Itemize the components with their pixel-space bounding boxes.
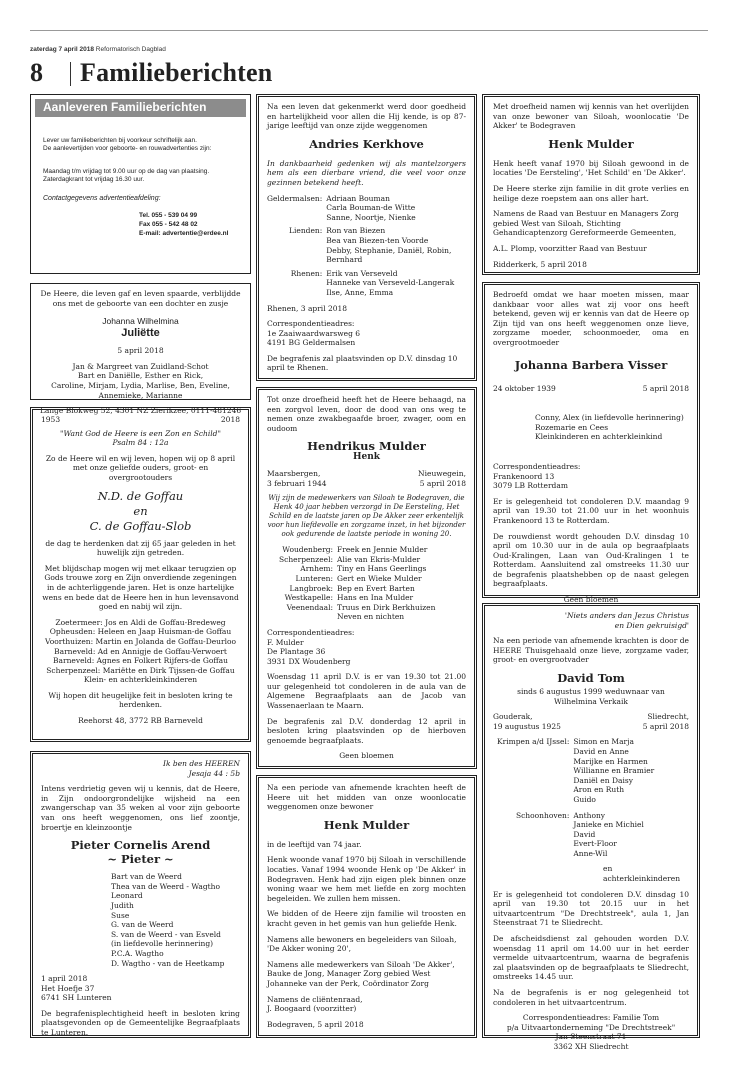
hmulder1-name: Hendrikus Mulder	[307, 439, 426, 454]
tom-funeral: Na de begrafenis is er nog gelegenheid tot condoleren in het uitvaartcentrum.	[493, 988, 689, 1007]
hmulder1-place: Lunteren:	[295, 573, 334, 583]
tom-verse-1: 'Niets anders dan Jezus Christus	[564, 611, 689, 620]
tom-grandchildren: en achterkleinkinderen	[603, 864, 681, 884]
death-notice-henk-mulder-siloah	[482, 94, 700, 275]
hmulder3-paragraph-4: A.L. Plomp, voorzitter Raad van Bestuur	[493, 243, 647, 253]
hmulder1-condole: Woensdag 11 april D.V. is er van 19.30 tot 21.00 uur gelegenheid tot condoleren in de aula van de Algemene Begraafplaats aan de Jacob van Wassenaerlaan te Maarn.	[267, 672, 466, 711]
visser-condole: Er is gelegenheid tot condoleren D.V. maandag 9 april van 19.30 tot 21.00 uur in het woonhuis Frankenoord 13 te Rotterdam.	[493, 496, 689, 525]
tom-intro: Na een periode van afnemende krachten is door de HEERE Thuisgehaald onze lieve, zorgzame vader, groot- en overgrootvader	[493, 636, 689, 665]
hmulder1-names: Tiny en Hans Geerlings	[337, 564, 427, 574]
page-title: Familieberichten	[80, 58, 273, 87]
juliette-name: Juliëtte	[121, 327, 160, 340]
kerkhove-date: Rhenen, 3 april 2018	[267, 303, 348, 313]
tom-name: David Tom	[557, 670, 625, 685]
hmulder2-paragraph-4: Namens alle medewerkers van Siloah 'De Akker', Bauke de Jong, Manager Zorg gebied West Johanneke van der Perk, Coördinator Zorg	[267, 959, 455, 988]
hmulder1-names: Gert en Wieke Mulder	[337, 573, 422, 583]
hmulder1-funeral: De begrafenis zal D.V. donderdag 12 april in besloten kring plaatsvinden op de hierboven genoemde begraafplaats.	[267, 716, 466, 745]
header-rule	[30, 30, 708, 31]
header-separator	[70, 62, 71, 86]
hmulder1-born-date: 3 februari 1944	[267, 478, 327, 488]
visser-died: 5 april 2018	[642, 383, 689, 393]
arend-name: Pieter Cornelis Arend	[70, 838, 211, 853]
header-paper: Reformatorisch Dagblad	[95, 46, 166, 53]
tom-since: sinds 6 augustus 1999 weduwnaar van Wilhelmina Verkaik	[517, 686, 665, 706]
hmulder1-names: Truus en Dirk Berkhuizen Neven en nichten	[337, 602, 436, 622]
tom-verse-2: en Dien gekruisigd'	[614, 620, 689, 630]
kerkhove-intro: Na een leven dat gekenmerkt werd door goedheid en hartelijkheid voor allen die Hij kende, is op 87-jarige leeftijd van onze zijde weggenomen	[267, 102, 466, 131]
hmulder1-memory: Wij zijn de medewerkers van Siloah te Bodegraven, die Henk 40 jaar hebben verzorgd in De Eersteling, Het Schild en de laatste jaren op De Akker zeer erkentelijk voor hun liefdevolle en zorgzame inzet, in het bijzonder ook gedurende de laatste periode in woning 20.	[267, 494, 466, 539]
tom-service: De afscheidsdienst zal gehouden worden D.V. woensdag 11 april om 14.00 uur in het eerder vermelde uitvaartcentrum, waarna de begrafenis zal plaatsvinden op de begraafplaats te Sliedrecht, omstreeks 14.45 uur.	[493, 934, 689, 982]
hmulder1-intro: Tot onze droefheid heeft het de Heere behaagd, na een zorgvol leven, door de dood van ons weg te nemen onze zwakbegaafde broer, zwager, oom en oudoom	[267, 395, 466, 433]
kerkhove-names: Ron van Biezen Bea van Biezen-ten Voorde Debby, Stephanie, Daniël, Robin, Bernhard	[326, 226, 452, 265]
kerkhove-place: Geldermalsen:	[267, 193, 323, 203]
tom-died-place: Sliedrecht,	[647, 712, 689, 722]
goffau-year-right: 2018	[220, 415, 240, 424]
death-notice-henk-mulder-akker	[256, 775, 477, 1038]
kerkhove-place: Lienden:	[289, 226, 323, 236]
juliette-given-names: Johanna Wilhelmina	[102, 316, 179, 327]
header-date-line	[30, 46, 166, 53]
hmulder1-place: Veenendaal:	[286, 602, 334, 612]
kerkhove-names: Adriaan Bouman Carla Bouman-de Witte Sanne, Noortje, Nienke	[326, 193, 416, 222]
death-notice-tom	[482, 603, 700, 1051]
birth-announcement-juliette	[30, 283, 251, 416]
kerkhove-address: Correspondentieadres: 1e Zaaiwaardwarsweg 6 4191 BG Geldermalsen	[267, 319, 361, 348]
hmulder1-names: Alie van Ekris-Mulder	[337, 554, 421, 564]
death-notice-arend	[30, 751, 251, 1038]
hmulder1-names: Hans en Ina Mulder	[337, 593, 414, 603]
hmulder2-date: Bodegraven, 5 april 2018	[267, 1019, 364, 1029]
visser-family: Conny, Alex (in liefdevolle herinnering) Rozemarie en Cees Kleinkinderen en achterkleinkind	[535, 413, 684, 442]
hmulder2-age: in de leeftijd van 74 jaar.	[267, 839, 362, 849]
hmulder1-born-place: Maarsbergen,	[267, 468, 321, 478]
goffau-paragraph-4: Wij hopen dit heugelijke feit in besloten kring te herdenken.	[48, 690, 233, 710]
goffau-and: en	[133, 503, 148, 518]
tom-place: Krimpen a/d IJssel:	[497, 737, 570, 747]
hmulder3-paragraph-3: Namens de Raad van Bestuur en Managers Zorg gebied West van Siloah, Stichting Gehandicaptenzorg Gereformeerde Gemeenten,	[493, 209, 679, 238]
aanleveren-box	[30, 94, 251, 274]
anniversary-goffau	[30, 407, 251, 742]
tom-condole: Er is gelegenheid tot condoleren D.V. dinsdag 10 april van 19.30 tot 20.15 uur in het uitvaartcentrum "De Drechtstreek", aula 1, Jan Steenstraat 71 te Sliedrecht.	[493, 889, 689, 928]
visser-service: De rouwdienst wordt gehouden D.V. dinsdag 10 april om 10.30 uur in de aula op begraafplaats Oud-Kralingen, Laan van Oud-Kralingen 1 te Rotterdam. Aansluitend zal omstreeks 11.30 uur de begrafenis plaatshebben op de naast gelegen begraafplaats.	[493, 531, 689, 589]
visser-name: Johanna Barbera Visser	[514, 357, 668, 372]
visser-address: Correspondentieadres: Frankenoord 13 3079 LB Rotterdam	[493, 461, 581, 491]
death-notice-hendrikus-mulder	[256, 387, 477, 769]
goffau-name-2: C. de Goffau-Slob	[89, 518, 192, 533]
hmulder3-intro: Met droefheid namen wij kennis van het overlijden van onze bewoner van Siloah, woonlocatie 'De Akker' te Bodegraven	[493, 102, 689, 131]
hmulder2-paragraph-5: Namens de cliëntenraad, J. Boogaard (voorzitter)	[267, 994, 363, 1014]
arend-funeral: De begrafenisplechtigheid heeft in besloten kring plaatsgevonden op de Gemeentelijke Begraafplaats te Lunteren.	[41, 1008, 240, 1038]
visser-intro: Bedroefd omdat we haar moeten missen, maar dankbaar voor alles wat zij voor ons heeft betekend, geven wij er kennis van dat de Heere op Zijn tijd van ons heeft weggenomen onze lieve, zorgzame moeder, schoonmoeder, oma en overgrootmoeder	[493, 290, 689, 347]
juliette-intro: De Heere, die leven gaf en leven spaarde, verblijdde ons met de geboorte van een dochter en zusje	[40, 289, 241, 308]
goffau-name-1: N.D. de Goffau	[97, 488, 184, 503]
hmulder2-paragraph-1: Henk woonde vanaf 1970 bij Siloah in verschillende locaties. Vanaf 1994 woonde Henk op 'De Akker' in Bodegraven. Henk had zijn eigen plek binnen onze woning waar we hem met liefde en zorg mochten begeleiden. We zullen hem missen.	[267, 855, 466, 903]
hmulder1-place: Arnhem:	[300, 564, 334, 574]
hmulder3-paragraph-1: Henk heeft vanaf 1970 bij Siloah gewoond in de locaties 'De Eersteling', 'Het Schild' en 'De Akker'.	[493, 158, 689, 178]
arend-family: Bart van de Weerd Thea van de Weerd - Wagtho Leonard Judith Suse G. van de Weerd S. van de Weerd - van Esveld (in liefdevolle herinnering) P.C.A. Wagtho D. Wagtho - van de Heetkamp	[111, 872, 225, 968]
goffau-verse: Psalm 84 : 12a	[112, 438, 169, 448]
tom-born-date: 19 augustus 1925	[493, 721, 561, 731]
tom-names: Anthony Janieke en Michiel David Evert-Floor Anne-Wil	[573, 810, 644, 858]
kerkhove-place: Rhenen:	[290, 268, 323, 278]
goffau-family: Zoetermeer: Jos en Aldi de Goffau-Bredeweg Opheusden: Heleen en Jaap Huisman-de Goffau Voorthuizen: Martin en Jolanda de Goffau-Deurloo Barneveld: Ad en Annigje de Goffau-Verwoert Barneveld: Agnes en Folkert Rijfers-de Goffau Scherpenzeel: Mariëtte en Dirk Tijssen-de Goffau Klein- en achterkleinkinderen	[44, 617, 237, 685]
death-notice-kerkhove	[256, 94, 477, 381]
hmulder2-paragraph-2: We bidden of de Heere zijn familie wil troosten en kracht geven in het gemis van hun geliefde Henk.	[267, 909, 466, 928]
hmulder2-name: Henk Mulder	[323, 817, 410, 832]
tom-place: Schoonhoven:	[515, 810, 570, 820]
arend-nickname: ~ Pieter ~	[107, 852, 174, 867]
hmulder1-names: Freek en Jennie Mulder	[337, 545, 428, 555]
goffau-address: Reehorst 48, 3772 RB Barneveld	[78, 716, 203, 726]
goffau-paragraph-3: Met blijdschap mogen wij met elkaar terugzien op Gods trouwe zorg en Zijn onverdiende zegeningen in de achterliggende jaren. Het is onze hartelijke wens en bede dat de Heere hen in hun levensavond goed en nabij wil zijn.	[42, 563, 239, 612]
visser-flowers: Geen bloemen	[563, 595, 619, 605]
aanleveren-contact-label: Contactgegevens advertentieafdeling:	[43, 194, 161, 202]
header-date: zaterdag 7 april 2018	[30, 46, 94, 53]
aanleveren-title: Aanleveren Familieberichten	[35, 99, 246, 117]
aanleveren-times: Maandag t/m vrijdag tot 9.00 uur op de dag van plaatsing. Zaterdagkrant tot vrijdag 16.30 uur.	[43, 167, 210, 184]
hmulder1-address: Correspondentieadres: F. Mulder De Plantage 36 3931 DX Woudenberg	[267, 627, 355, 666]
hmulder3-date: Ridderkerk, 5 april 2018	[493, 259, 587, 269]
aanleveren-tel: Tel. 055 - 539 04 99	[139, 212, 198, 220]
hmulder1-flowers: Geen bloemen	[339, 751, 394, 761]
page-number: 8	[30, 58, 43, 87]
tom-address: Correspondentieadres: Familie Tom p/a Uitvaartonderneming "De Drechtstreek" Jan Steenstraat 71 3362 XH Sliedrecht	[506, 1013, 676, 1051]
goffau-quote: "Want God de Heere is een Zon en Schild"	[60, 428, 221, 438]
kerkhove-memory: In dankbaarheid gedenken wij als mantelzorgers hem als een dierbare vriend, die veel voor onze gezinnen betekend heeft.	[267, 158, 466, 187]
goffau-paragraph-2: de dag te herdenken dat zij 65 jaar geleden in het huwelijk zijn getreden.	[45, 538, 236, 558]
juliette-family: Jan & Margreet van Zuidland-Schot Bart en Daniëlle, Esther en Rick, Caroline, Mirjam, Lydia, Marlise, Ben, Eveline, Annemieke, Marianne	[51, 361, 230, 400]
hmulder1-place: Woudenberg:	[282, 545, 334, 555]
tom-born-place: Gouderak,	[493, 712, 533, 722]
hmulder1-place: Scherpenzeel:	[279, 554, 334, 564]
juliette-address: Lange Blokweg 52, 4301 NZ Zierikzee, 0111-481246	[39, 406, 242, 416]
hmulder3-paragraph-2: De Heere sterke zijn familie in dit grote verlies en heilige deze roepstem aan ons aller hart.	[493, 183, 689, 203]
kerkhove-funeral: De begrafenis zal plaatsvinden op D.V. dinsdag 10 april te Rhenen.	[267, 353, 458, 373]
hmulder2-intro: Na een periode van afnemende krachten heeft de Heere uit het midden van onze woonlocatie weggenomen onze bewoner	[267, 783, 466, 812]
hmulder1-died-place: Nieuwegein,	[418, 468, 466, 478]
hmulder1-place: Westkapelle:	[284, 593, 334, 603]
arend-verse-1: Ik ben des HEEREN	[163, 759, 240, 768]
hmulder3-name: Henk Mulder	[548, 136, 634, 151]
arend-intro: Intens verdrietig geven wij u kennis, dat de Heere, in Zijn ondoorgrondelijke wijsheid na een zwangerschap van 35 weken al voor zijn geboorte van ons heeft weggenomen, ons lief zoontje, broertje en kleinzoontje	[41, 784, 240, 832]
aanleveren-email[interactable]: E-mail: advertentie@erdee.nl	[139, 230, 229, 238]
juliette-date: 5 april 2018	[117, 346, 164, 356]
hmulder1-died-date: 5 april 2018	[419, 478, 466, 488]
hmulder1-place: Langbroek:	[289, 583, 334, 593]
aanleveren-intro: Lever uw familieberichten bij voorkeur schriftelijk aan. De aanlevertijden voor geboorte- en rouwadvertenties zijn:	[43, 136, 212, 153]
hmulder1-names: Bep en Evert Barten	[337, 583, 415, 593]
arend-verse-2: Jesaja 44 : 5b	[188, 768, 240, 778]
visser-born: 24 oktober 1939	[493, 383, 556, 393]
hmulder2-paragraph-3: Namens alle bewoners en begeleiders van Siloah, 'De Akker woning 20',	[267, 934, 457, 954]
arend-address: 1 april 2018 Het Hoefje 37 6741 SH Lunteren	[41, 974, 112, 1003]
tom-names: Simon en Marja David en Anne Marijke en Harmen Willianne en Bramier Daniël en Daisy Aron en Ruth Guido	[573, 737, 655, 804]
hmulder1-nickname: Henk	[352, 452, 380, 463]
aanleveren-fax: Fax 055 - 542 48 02	[139, 221, 198, 229]
death-notice-visser	[482, 282, 700, 605]
kerkhove-names: Erik van Verseveld Hanneke van Verseveld-Langerak Ilse, Anne, Emma	[326, 268, 455, 297]
goffau-year-left: 1953	[41, 415, 61, 424]
goffau-paragraph-1: Zo de Heere wil en wij leven, hopen wij op 8 april met onze geliefde ouders, groot- en overgrootouders	[45, 453, 236, 482]
kerkhove-name: Andries Kerkhove	[309, 136, 424, 151]
tom-died-date: 5 april 2018	[642, 721, 689, 731]
